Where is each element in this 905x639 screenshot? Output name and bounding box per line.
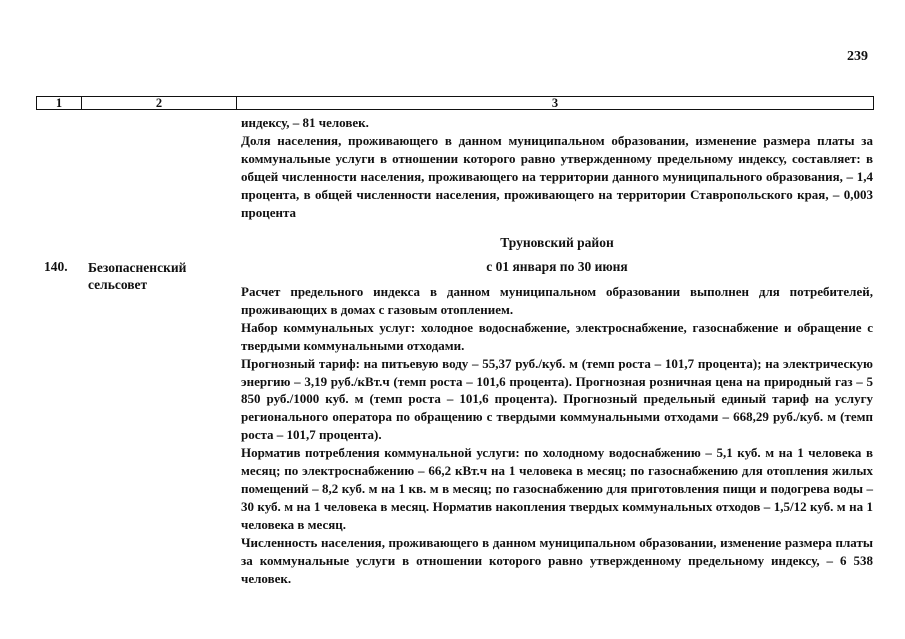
table-column-header (36, 96, 874, 110)
continuation-line: индексу, – 81 человек. (241, 115, 369, 130)
column-1-header: 1 (37, 97, 82, 109)
column-3-header: 3 (551, 96, 559, 110)
district-title: Труновский район (500, 235, 614, 250)
services-paragraph: Набор коммунальных услуг: холодное водоснабжение, электроснабжение, газоснабжение и обращение с твердыми коммунальными отходами. (241, 319, 873, 353)
row-number: 140. (44, 259, 68, 274)
row-description (241, 283, 873, 587)
population-share-paragraph: Доля населения, проживающего в данном муниципальном образовании, изменение размера платы за коммунальные услуги в отношении которого равно утвержденному предельному индексу, составляет: в общей численности населения, проживающего на территории данного муниципального образования, – 1,4 процента, в общей численности населения, проживающего на территории Ставропольского края, – 0,003 процента (241, 132, 873, 220)
page-number: 239 (847, 49, 868, 64)
calculation-paragraph: Расчет предельного индекса в данном муниципальном образовании выполнен для потребителей, проживающих в домах с газовым отоплением. (241, 284, 873, 317)
municipality-name: Безопасненский сельсовет (88, 260, 187, 292)
column-2-header: 2 (82, 97, 237, 109)
tariff-paragraph: Прогнозный тариф: на питьевую воду – 55,37 руб./куб. м (темп роста – 101,7 процента); на электрическую энергию – 3,19 руб./кВт.ч (темп роста – 101,6 процента). Прогнозная розничная цена на природный газ – 5 850 руб./1000 куб. м (темп роста – 101,6 процента). Прогнозный предельный единый тариф на услугу регионального оператора по обращению с твердыми коммунальными отходами – 668,29 руб./куб. м (темп роста – 101,7 процента). (241, 355, 873, 443)
norms-paragraph: Норматив потребления коммунальной услуги: по холодному водоснабжению – 5,1 куб. м на 1 человека в месяц; по электроснабжению – 66,2 кВт.ч на 1 человека в месяц; по газоснабжению для отопления жилых помещений – 8,2 куб. м на 1 кв. м в месяц; по газоснабжению для приготовления пищи и подогрева воды – 30 куб. м на 1 человека в месяц. Норматив накопления твердых коммунальных отходов – 1,5/12 куб. м на 1 человека в месяц. (241, 445, 873, 532)
period-heading: с 01 января по 30 июня (486, 259, 628, 274)
continuation-text (241, 114, 873, 221)
population-paragraph: Численность населения, проживающего в данном муниципальном образовании, изменение размера платы за коммунальные услуги в отношении которого равно утвержденному предельному индексу, – 6 538 человек. (241, 534, 873, 586)
